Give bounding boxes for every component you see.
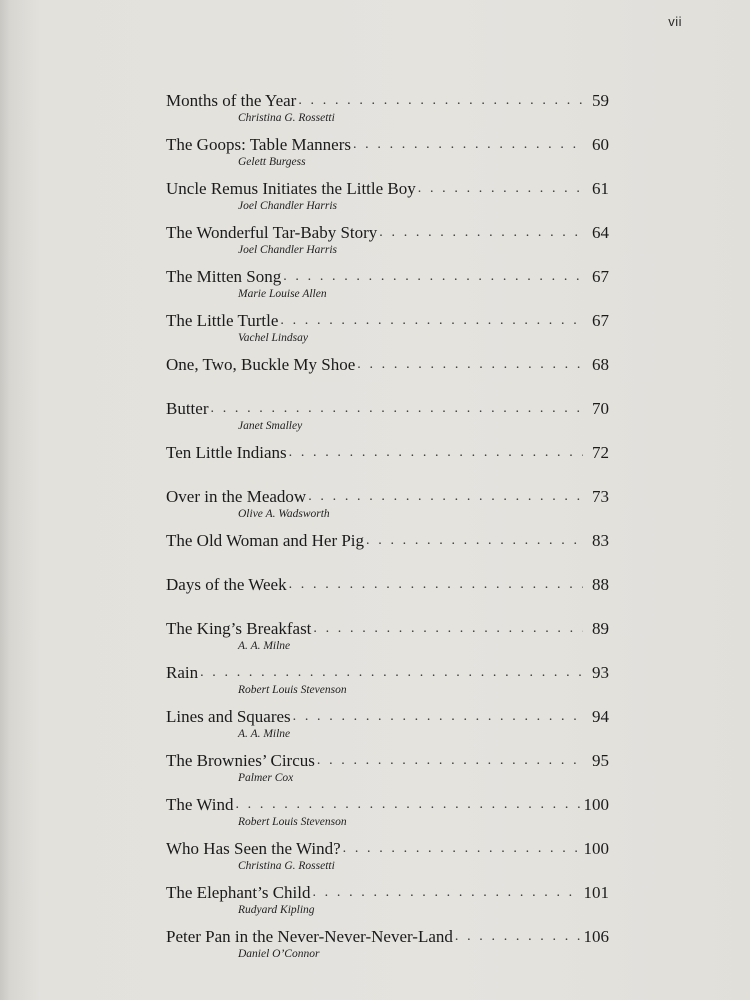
entry-page-number: 64 (592, 223, 609, 242)
entry-spacer (166, 477, 609, 486)
entry-title: Days of the Week (166, 575, 287, 594)
entry-spacer (166, 169, 609, 178)
dot-leader (379, 222, 583, 243)
toc-entry (166, 838, 609, 882)
entry-spacer (166, 433, 609, 442)
toc-entry (166, 706, 609, 750)
dot-leader (418, 178, 583, 199)
entry-author: Rudyard Kipling (238, 904, 315, 916)
dot-leader (280, 310, 583, 331)
toc-entry (166, 794, 609, 838)
entry-author: Robert Louis Stevenson (238, 684, 347, 696)
entry-title: Over in the Meadow (166, 487, 307, 506)
entry-page-number: 88 (592, 575, 609, 594)
entry-title: Lines and Squares (166, 707, 291, 726)
entry-spacer (166, 345, 609, 354)
entry-spacer (166, 565, 609, 574)
dot-leader (312, 882, 579, 903)
toc-entry-line (166, 750, 609, 771)
toc-entry (166, 354, 609, 398)
toc-entry (166, 178, 609, 222)
dot-leader (343, 838, 580, 859)
toc-entry (166, 662, 609, 706)
toc-entry-line (166, 618, 609, 639)
entry-title: Ten Little Indians (166, 443, 287, 462)
entry-page-number: 67 (592, 311, 609, 330)
entry-title: The Mitten Song (166, 267, 282, 286)
entry-title: The Wind (166, 795, 234, 814)
dot-leader (357, 354, 583, 375)
toc-entry-line (166, 486, 609, 507)
toc-entry-line (166, 662, 609, 683)
toc-entry-line (166, 794, 609, 815)
entry-page-number: 106 (583, 927, 609, 946)
entry-title: The King’s Breakfast (166, 619, 312, 638)
toc-entry (166, 574, 609, 618)
toc-entry (166, 222, 609, 266)
entry-author (166, 551, 609, 565)
dot-leader (283, 266, 583, 287)
toc-entry (166, 90, 609, 134)
entry-author: Marie Louise Allen (238, 288, 327, 300)
toc-entry (166, 266, 609, 310)
dot-leader (289, 442, 583, 463)
entry-page-number: 95 (592, 751, 609, 770)
entry-spacer (166, 697, 609, 706)
entry-title: The Goops: Table Manners (166, 135, 351, 154)
entry-spacer (166, 609, 609, 618)
entry-page-number: 83 (592, 531, 609, 550)
toc-entry (166, 618, 609, 662)
toc-entry-line (166, 838, 609, 859)
dot-leader (289, 574, 583, 595)
toc-entry (166, 530, 609, 574)
toc-entry-line (166, 266, 609, 287)
toc-entry (166, 882, 609, 926)
entry-title: Rain (166, 663, 199, 682)
toc-entry-line (166, 310, 609, 331)
entry-spacer (166, 521, 609, 530)
entry-page-number: 89 (592, 619, 609, 638)
dot-leader (200, 662, 583, 683)
entry-spacer (166, 917, 609, 926)
entry-page-number: 94 (592, 707, 609, 726)
toc-entry-line (166, 398, 609, 419)
entry-spacer (166, 829, 609, 838)
entry-page-number: 73 (592, 487, 609, 506)
entry-author: Olive A. Wadsworth (238, 508, 330, 520)
entry-author: Vachel Lindsay (238, 332, 308, 344)
table-of-contents (166, 90, 609, 970)
entry-author: Joel Chandler Harris (238, 200, 338, 212)
entry-title: Butter (166, 399, 209, 418)
toc-entry-line (166, 134, 609, 155)
dot-leader (366, 530, 583, 551)
entry-title: The Wonderful Tar-Baby Story (166, 223, 378, 242)
entry-author: Gelett Burgess (238, 156, 306, 168)
entry-spacer (166, 785, 609, 794)
entry-title: The Brownies’ Circus (166, 751, 315, 770)
dot-leader (308, 486, 583, 507)
dot-leader (317, 750, 583, 771)
toc-entry-line (166, 530, 609, 551)
toc-entry-line (166, 90, 609, 111)
entry-page-number: 60 (592, 135, 609, 154)
toc-entry-line (166, 178, 609, 199)
entry-page-number: 59 (592, 91, 609, 110)
entry-page-number: 100 (583, 839, 609, 858)
entry-title: Who Has Seen the Wind? (166, 839, 341, 858)
toc-entry (166, 750, 609, 794)
entry-author: Joel Chandler Harris (238, 244, 338, 256)
entry-spacer (166, 301, 609, 310)
entry-title: The Elephant’s Child (166, 883, 311, 902)
entry-author (166, 463, 609, 477)
entry-author: Daniel O’Connor (238, 948, 320, 960)
entry-page-number: 67 (592, 267, 609, 286)
dot-leader (313, 618, 583, 639)
entry-author: A. A. Milne (238, 640, 291, 652)
entry-title: Uncle Remus Initiates the Little Boy (166, 179, 416, 198)
toc-entry-line (166, 442, 609, 463)
entry-author: Janet Smalley (238, 420, 303, 432)
entry-page-number: 68 (592, 355, 609, 374)
toc-entry (166, 486, 609, 530)
toc-entry-line (166, 706, 609, 727)
toc-entry-line (166, 882, 609, 903)
entry-spacer (166, 213, 609, 222)
entry-title: The Little Turtle (166, 311, 279, 330)
entry-title: One, Two, Buckle My Shoe (166, 355, 356, 374)
entry-spacer (166, 653, 609, 662)
entry-author: Robert Louis Stevenson (238, 816, 347, 828)
entry-title: The Old Woman and Her Pig (166, 531, 365, 550)
toc-entry-line (166, 574, 609, 595)
dot-leader (298, 90, 583, 111)
toc-entry (166, 926, 609, 970)
entry-spacer (166, 257, 609, 266)
entry-page-number: 70 (592, 399, 609, 418)
entry-page-number: 93 (592, 663, 609, 682)
entry-page-number: 61 (592, 179, 609, 198)
entry-author: Palmer Cox (238, 772, 294, 784)
entry-spacer (166, 873, 609, 882)
entry-spacer (166, 389, 609, 398)
toc-entry (166, 442, 609, 486)
entry-page-number: 72 (592, 443, 609, 462)
entry-spacer (166, 961, 609, 970)
dot-leader (353, 134, 583, 155)
toc-entry-line (166, 354, 609, 375)
entry-spacer (166, 741, 609, 750)
entry-page-number: 100 (583, 795, 609, 814)
toc-entry (166, 134, 609, 178)
entry-page-number: 101 (583, 883, 609, 902)
entry-author: Christina G. Rossetti (238, 112, 335, 124)
entry-author (166, 595, 609, 609)
toc-entry-line (166, 926, 609, 947)
toc-entry (166, 310, 609, 354)
entry-author: A. A. Milne (238, 728, 291, 740)
entry-spacer (166, 125, 609, 134)
toc-entry-line (166, 222, 609, 243)
dot-leader (293, 706, 583, 727)
dot-leader (235, 794, 579, 815)
dot-leader (455, 926, 580, 947)
page-number: vii (668, 14, 682, 29)
entry-title: Peter Pan in the Never-Never-Never-Land (166, 927, 453, 946)
entry-title: Months of the Year (166, 91, 297, 110)
toc-entry (166, 398, 609, 442)
entry-author (166, 375, 609, 389)
entry-author: Christina G. Rossetti (238, 860, 335, 872)
dot-leader (211, 398, 584, 419)
